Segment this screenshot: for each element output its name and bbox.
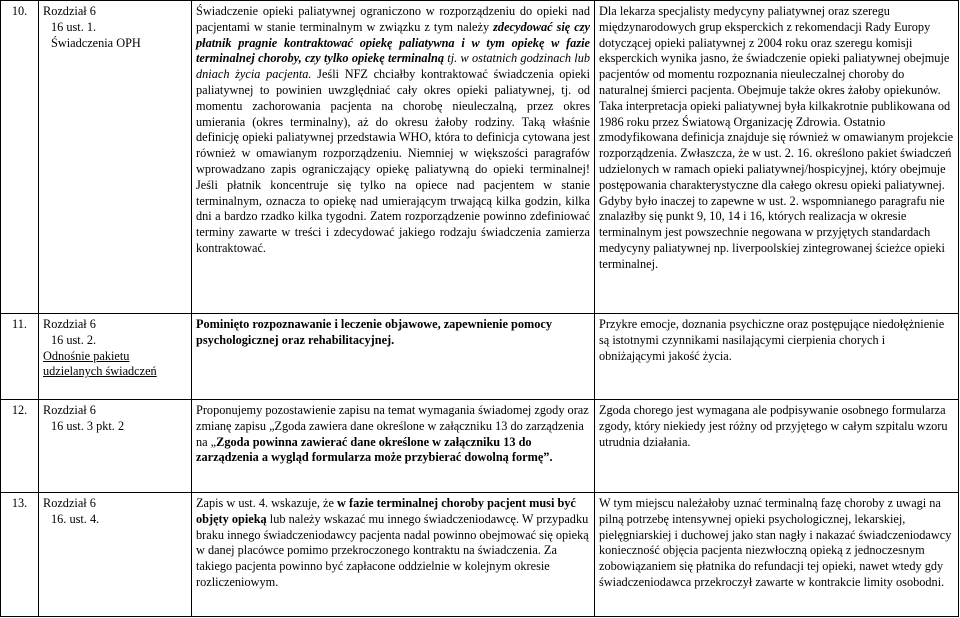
reference-line: Odnośnie pakietu udzielanych świadczeń <box>43 348 157 379</box>
justification-cell: Zgoda chorego jest wymagana ale podpisywanie osobnego formularza zgody, który niekiedy jest różny od przyjętego w całym szpitalu wzoru utrudnia działania. <box>595 400 959 493</box>
remark-cell <box>192 1 595 314</box>
reference-line: Świadczenia OPH <box>51 35 141 50</box>
table-row <box>1 314 959 400</box>
remark-text: Zapis w ust. 4. wskazuje, że <box>196 496 338 510</box>
reference-line: 16 ust. 1. <box>51 19 97 34</box>
row-number: 12. <box>1 400 39 493</box>
table-row <box>1 1 959 314</box>
reference-cell <box>39 400 192 493</box>
remark-emphasis: zdecydować się czy płatnik pragnie kontraktować opiekę paliatywna i w tym opiekę w fazie terminalnej choroby, czy tylko opiekę terminalną <box>196 19 590 66</box>
reference-line: Rozdział 6 <box>43 317 96 331</box>
remark-cell: Pominięto rozpoznawanie i leczenie objawowe, zapewnienie pomocy psychologicznej oraz rehabilitacyjnej. <box>192 314 595 400</box>
remark-emphasis: w fazie terminalnej choroby pacjent musi być objęty opieką <box>196 496 576 526</box>
remark-text: w ostatnich godzinach lub dniach życia pacjenta. <box>196 51 590 82</box>
remark-text: Jeśli NFZ chciałby kontraktować świadczenia opieki paliatywnej to powinien uwzględniać cały okres opieki paliatywnej, tj. od momentu zachorowania pacjenta na chorobę nieuleczalną, przez okres umierania (okres terminalny), aż do okresu żałoby rodziny. Taką właśnie definicję opieki paliatywnej przedstawia WHO, która to definicja cytowana jest również w omawianym rozporządzeniu. Niemniej w większości paragrafów wprowadzano zapis ograniczający opiekę paliatywną do opieki terminalnej! Jeśli płatnik koncentruje się tylko na opiece nad pacjentem w stanie terminalnym, oznacza to opiekę nad umierającym trwającą kilka godzin, kilka dni a bardzo rzadko kilka tygodni. Zatem rozporządzenie powinno zdefiniować terminy zawarte w treści i zdecydować jakiego rodzaju świadczenia zamierza kontraktować. <box>196 67 590 255</box>
remark-text: tj. <box>444 51 458 66</box>
row-number: 11. <box>1 314 39 400</box>
reference-cell <box>39 1 192 314</box>
row-number: 10. <box>1 1 39 314</box>
table-row <box>1 493 959 617</box>
reference-line: Rozdział 6 <box>43 496 96 510</box>
reference-line: 16 ust. 3 pkt. 2 <box>51 418 125 433</box>
reference-line: Rozdział 6 <box>43 403 96 417</box>
reference-line: 16. ust. 4. <box>51 511 100 526</box>
reference-cell <box>39 493 192 617</box>
reference-line: Rozdział 6 <box>43 4 96 18</box>
remark-text: lub należy wskazać mu innego świadczeniodawcę. W przypadku braku innego świadczeniodawcy pacjenta nadal powinno obejmować się opieką w danej placówce pomimo przekroczonego kontraktu na świadczenia. Za takiego pacjenta powinno być zapłacone oddzielnie w kolejnym okresie rozliczeniowym. <box>196 511 589 589</box>
justification-cell: W tym miejscu należałoby uznać terminalną fazę choroby z uwagi na pilną potrzebę intensywnej opieki psychologicznej, lekarskiej, pielęgniarskiej i duchowej jako stan nagły i nakazać świadczeniodawcy konieczność objęcia pacjenta niezwłoczną opieką z jednoczesnym zobowiązaniem się płatnika do refundacji tej opieki, nawet wtedy gdy świadczeniodawca przekroczył zawarte w kontrakcie limity osobodni. <box>595 493 959 617</box>
remark-text: Świadczenie opieki paliatywnej ograniczono w rozporządzeniu do opieki nad pacjentami w stanie terminalnym w związku z tym należy <box>196 4 590 34</box>
justification-cell: Przykre emocje, doznania psychiczne oraz postępujące niedołężnienie są istotnymi czynnikami nasilającymi cierpienia chorych i obniżającymi jakość życia. <box>595 314 959 400</box>
row-number: 13. <box>1 493 39 617</box>
table-row <box>1 400 959 493</box>
remark-emphasis: Zgoda powinna zawierać dane określone w załączniku 13 do zarządzenia a wygląd formularza może przybierać dowolną formę”. <box>196 434 553 465</box>
remark-cell <box>192 493 595 617</box>
reference-line: 16 ust. 2. <box>51 332 97 347</box>
justification-cell: Dla lekarza specjalisty medycyny paliatywnej oraz szeregu międzynarodowych grup eksperckich z rekomendacji Rady Europy dotyczącej opieki paliatywnej z 2004 roku oraz szeregu komisji eksperckich wynika jasno, że świadczenie opieki paliatywnej obejmuje pacjentów od momentu rozpoznania nieuleczalnej choroby do naturalnej śmierci pacjenta. Obejmuje także okres żałoby opiekunów. Taka interpretacja opieki paliatywnej była kilkakrotnie publikowana od 1986 roku przez Światową Organizację Zdrowia. Ostatnio zmodyfikowana definicja znajduje się również w omawianym projekcie rozporządzenia. Zwłaszcza, że w ust. 2. 16. określono pakiet świadczeń udzielonych w ramach opieki paliatywnej/hospicyjnej, który obejmuje postępowania charakterystyczne dla całego okresu opieki paliatywnej. Gdyby było inaczej to zapewne w ust. 2. wspomnianego paragrafu nie znalazłby się punkt 9, 10, 14 i 16, których realizacja w okresie terminalnym jest powszechnie negowana w przyjętych standardach medycyny paliatywnej np. liverpoolskiej zintegrowanej ścieżce opieki terminalnej. <box>595 1 959 314</box>
remark-cell <box>192 400 595 493</box>
reference-cell <box>39 314 192 400</box>
remark-text: Proponujemy pozostawienie zapisu na temat wymagania świadomej zgody oraz zmianę zapisu „Zgoda zawiera dane określone w załączniku 13 do zarządzenia na „ <box>196 403 589 449</box>
